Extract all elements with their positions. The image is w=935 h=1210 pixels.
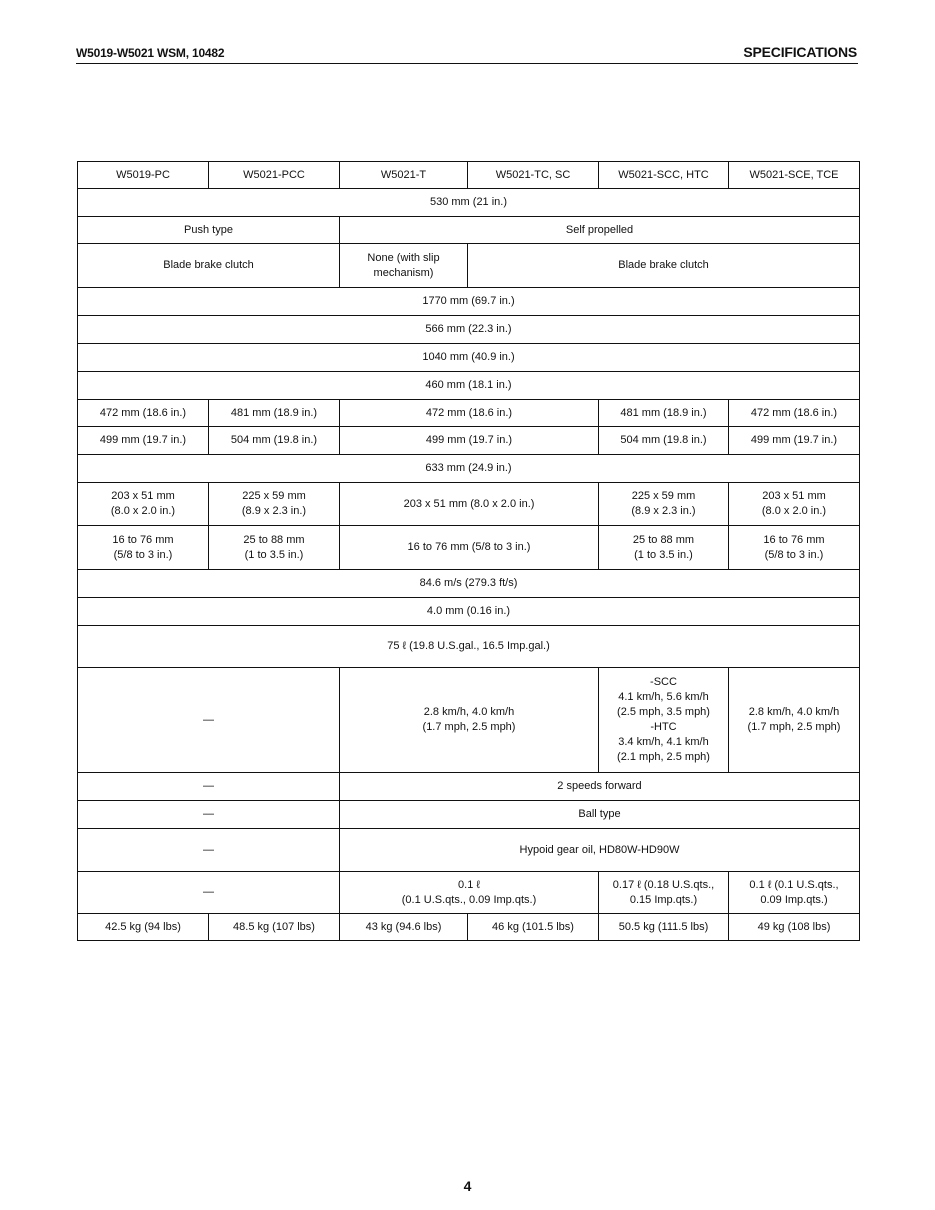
- length-cell: 1770 mm (69.7 in.): [78, 288, 860, 316]
- table-row: [78, 570, 860, 598]
- model-cell: W5021-SCE, TCE: [729, 162, 860, 189]
- value-cell: 203 x 51 mm (8.0 x 2.0 in.): [340, 483, 599, 526]
- dimension-cell: 460 mm (18.1 in.): [78, 372, 860, 400]
- table-row: [78, 316, 860, 344]
- value-cell: 499 mm (19.7 in.): [78, 427, 209, 455]
- oil-capacity-row: [78, 872, 860, 914]
- value-cell: 0.1 ℓ (0.1 U.S.qts., 0.09 Imp.qts.): [729, 872, 860, 914]
- scc-speed-cell: -SCC 4.1 km/h, 5.6 km/h (2.5 mph, 3.5 mph) -HTC 3.4 km/h, 4.1 km/h (2.1 mph, 2.5 mph): [599, 668, 729, 773]
- value-cell: 0.1 ℓ (0.1 U.S.qts., 0.09 Imp.qts.): [340, 872, 599, 914]
- dash-cell: —: [78, 773, 340, 801]
- header-rule: [76, 63, 858, 64]
- clutch-cell: Ball type: [340, 801, 860, 829]
- value-cell: 225 x 59 mm (8.9 x 2.3 in.): [599, 483, 729, 526]
- value-cell: 472 mm (18.6 in.): [729, 400, 860, 427]
- brake-cell: Blade brake clutch: [78, 244, 340, 288]
- value-cell: 504 mm (19.8 in.): [599, 427, 729, 455]
- dimension-cell: 633 mm (24.9 in.): [78, 455, 860, 483]
- weight-row: [78, 914, 860, 941]
- value-cell: 481 mm (18.9 in.): [599, 400, 729, 427]
- weight-cell: 46 kg (101.5 lbs): [468, 914, 599, 941]
- table-row: [78, 801, 860, 829]
- table-row: [78, 189, 860, 217]
- value-cell: 504 mm (19.8 in.): [209, 427, 340, 455]
- width-cell: 566 mm (22.3 in.): [78, 316, 860, 344]
- wheel-size-row: [78, 483, 860, 526]
- weight-cell: 48.5 kg (107 lbs): [209, 914, 340, 941]
- travel-speed-row: [78, 668, 860, 773]
- value-cell: 203 x 51 mm (8.0 x 2.0 in.): [78, 483, 209, 526]
- table-row: [78, 288, 860, 316]
- dash-cell: —: [78, 872, 340, 914]
- capacity-cell: 75 ℓ (19.8 U.S.gal., 16.5 Imp.gal.): [78, 626, 860, 668]
- table-row: [78, 773, 860, 801]
- value-cell: 472 mm (18.6 in.): [340, 400, 599, 427]
- oil-type-cell: Hypoid gear oil, HD80W-HD90W: [340, 829, 860, 872]
- table-row: [78, 244, 860, 288]
- value-cell: 472 mm (18.6 in.): [78, 400, 209, 427]
- table-row: [78, 626, 860, 668]
- weight-cell: 42.5 kg (94 lbs): [78, 914, 209, 941]
- value-cell: 481 mm (18.9 in.): [209, 400, 340, 427]
- weight-cell: 43 kg (94.6 lbs): [340, 914, 468, 941]
- value-cell: 203 x 51 mm (8.0 x 2.0 in.): [729, 483, 860, 526]
- blade-speed-cell: 84.6 m/s (279.3 ft/s): [78, 570, 860, 598]
- brake-cell: Blade brake clutch: [468, 244, 860, 288]
- blade-thickness-cell: 4.0 mm (0.16 in.): [78, 598, 860, 626]
- table-row: [78, 400, 860, 427]
- value-cell: 2.8 km/h, 4.0 km/h (1.7 mph, 2.5 mph): [340, 668, 599, 773]
- model-header-row: [78, 162, 860, 189]
- model-cell: W5021-TC, SC: [468, 162, 599, 189]
- model-cell: W5021-T: [340, 162, 468, 189]
- value-cell: 16 to 76 mm (5/8 to 3 in.): [78, 526, 209, 570]
- table-row: [78, 829, 860, 872]
- weight-cell: 50.5 kg (111.5 lbs): [599, 914, 729, 941]
- value-cell: 25 to 88 mm (1 to 3.5 in.): [209, 526, 340, 570]
- model-cell: W5021-PCC: [209, 162, 340, 189]
- document-code: W5019-W5021 WSM, 10482: [76, 46, 225, 60]
- dash-cell: —: [78, 829, 340, 872]
- table-row: [78, 455, 860, 483]
- value-cell: 499 mm (19.7 in.): [729, 427, 860, 455]
- value-cell: 2.8 km/h, 4.0 km/h (1.7 mph, 2.5 mph): [729, 668, 860, 773]
- value-cell: 25 to 88 mm (1 to 3.5 in.): [599, 526, 729, 570]
- drive-self-cell: Self propelled: [340, 217, 860, 244]
- value-cell: 0.17 ℓ (0.18 U.S.qts., 0.15 Imp.qts.): [599, 872, 729, 914]
- value-cell: 16 to 76 mm (5/8 to 3 in.): [340, 526, 599, 570]
- page-number: 4: [463, 1178, 472, 1194]
- drive-push-cell: Push type: [78, 217, 340, 244]
- section-title: SPECIFICATIONS: [743, 44, 857, 60]
- cutting-height-row: [78, 526, 860, 570]
- table-row: [78, 427, 860, 455]
- dash-cell: —: [78, 668, 340, 773]
- height-cell: 1040 mm (40.9 in.): [78, 344, 860, 372]
- table-row: [78, 598, 860, 626]
- value-cell: 16 to 76 mm (5/8 to 3 in.): [729, 526, 860, 570]
- transmission-cell: 2 speeds forward: [340, 773, 860, 801]
- table-row: [78, 344, 860, 372]
- model-cell: W5021-SCC, HTC: [599, 162, 729, 189]
- value-cell: 499 mm (19.7 in.): [340, 427, 599, 455]
- dash-cell: —: [78, 801, 340, 829]
- table-row: [78, 372, 860, 400]
- table-row: [78, 217, 860, 244]
- brake-none-cell: None (with slip mechanism): [340, 244, 468, 288]
- weight-cell: 49 kg (108 lbs): [729, 914, 860, 941]
- cutting-width-cell: 530 mm (21 in.): [78, 189, 860, 217]
- value-cell: 225 x 59 mm (8.9 x 2.3 in.): [209, 483, 340, 526]
- model-cell: W5019-PC: [78, 162, 209, 189]
- specifications-table: [77, 161, 860, 941]
